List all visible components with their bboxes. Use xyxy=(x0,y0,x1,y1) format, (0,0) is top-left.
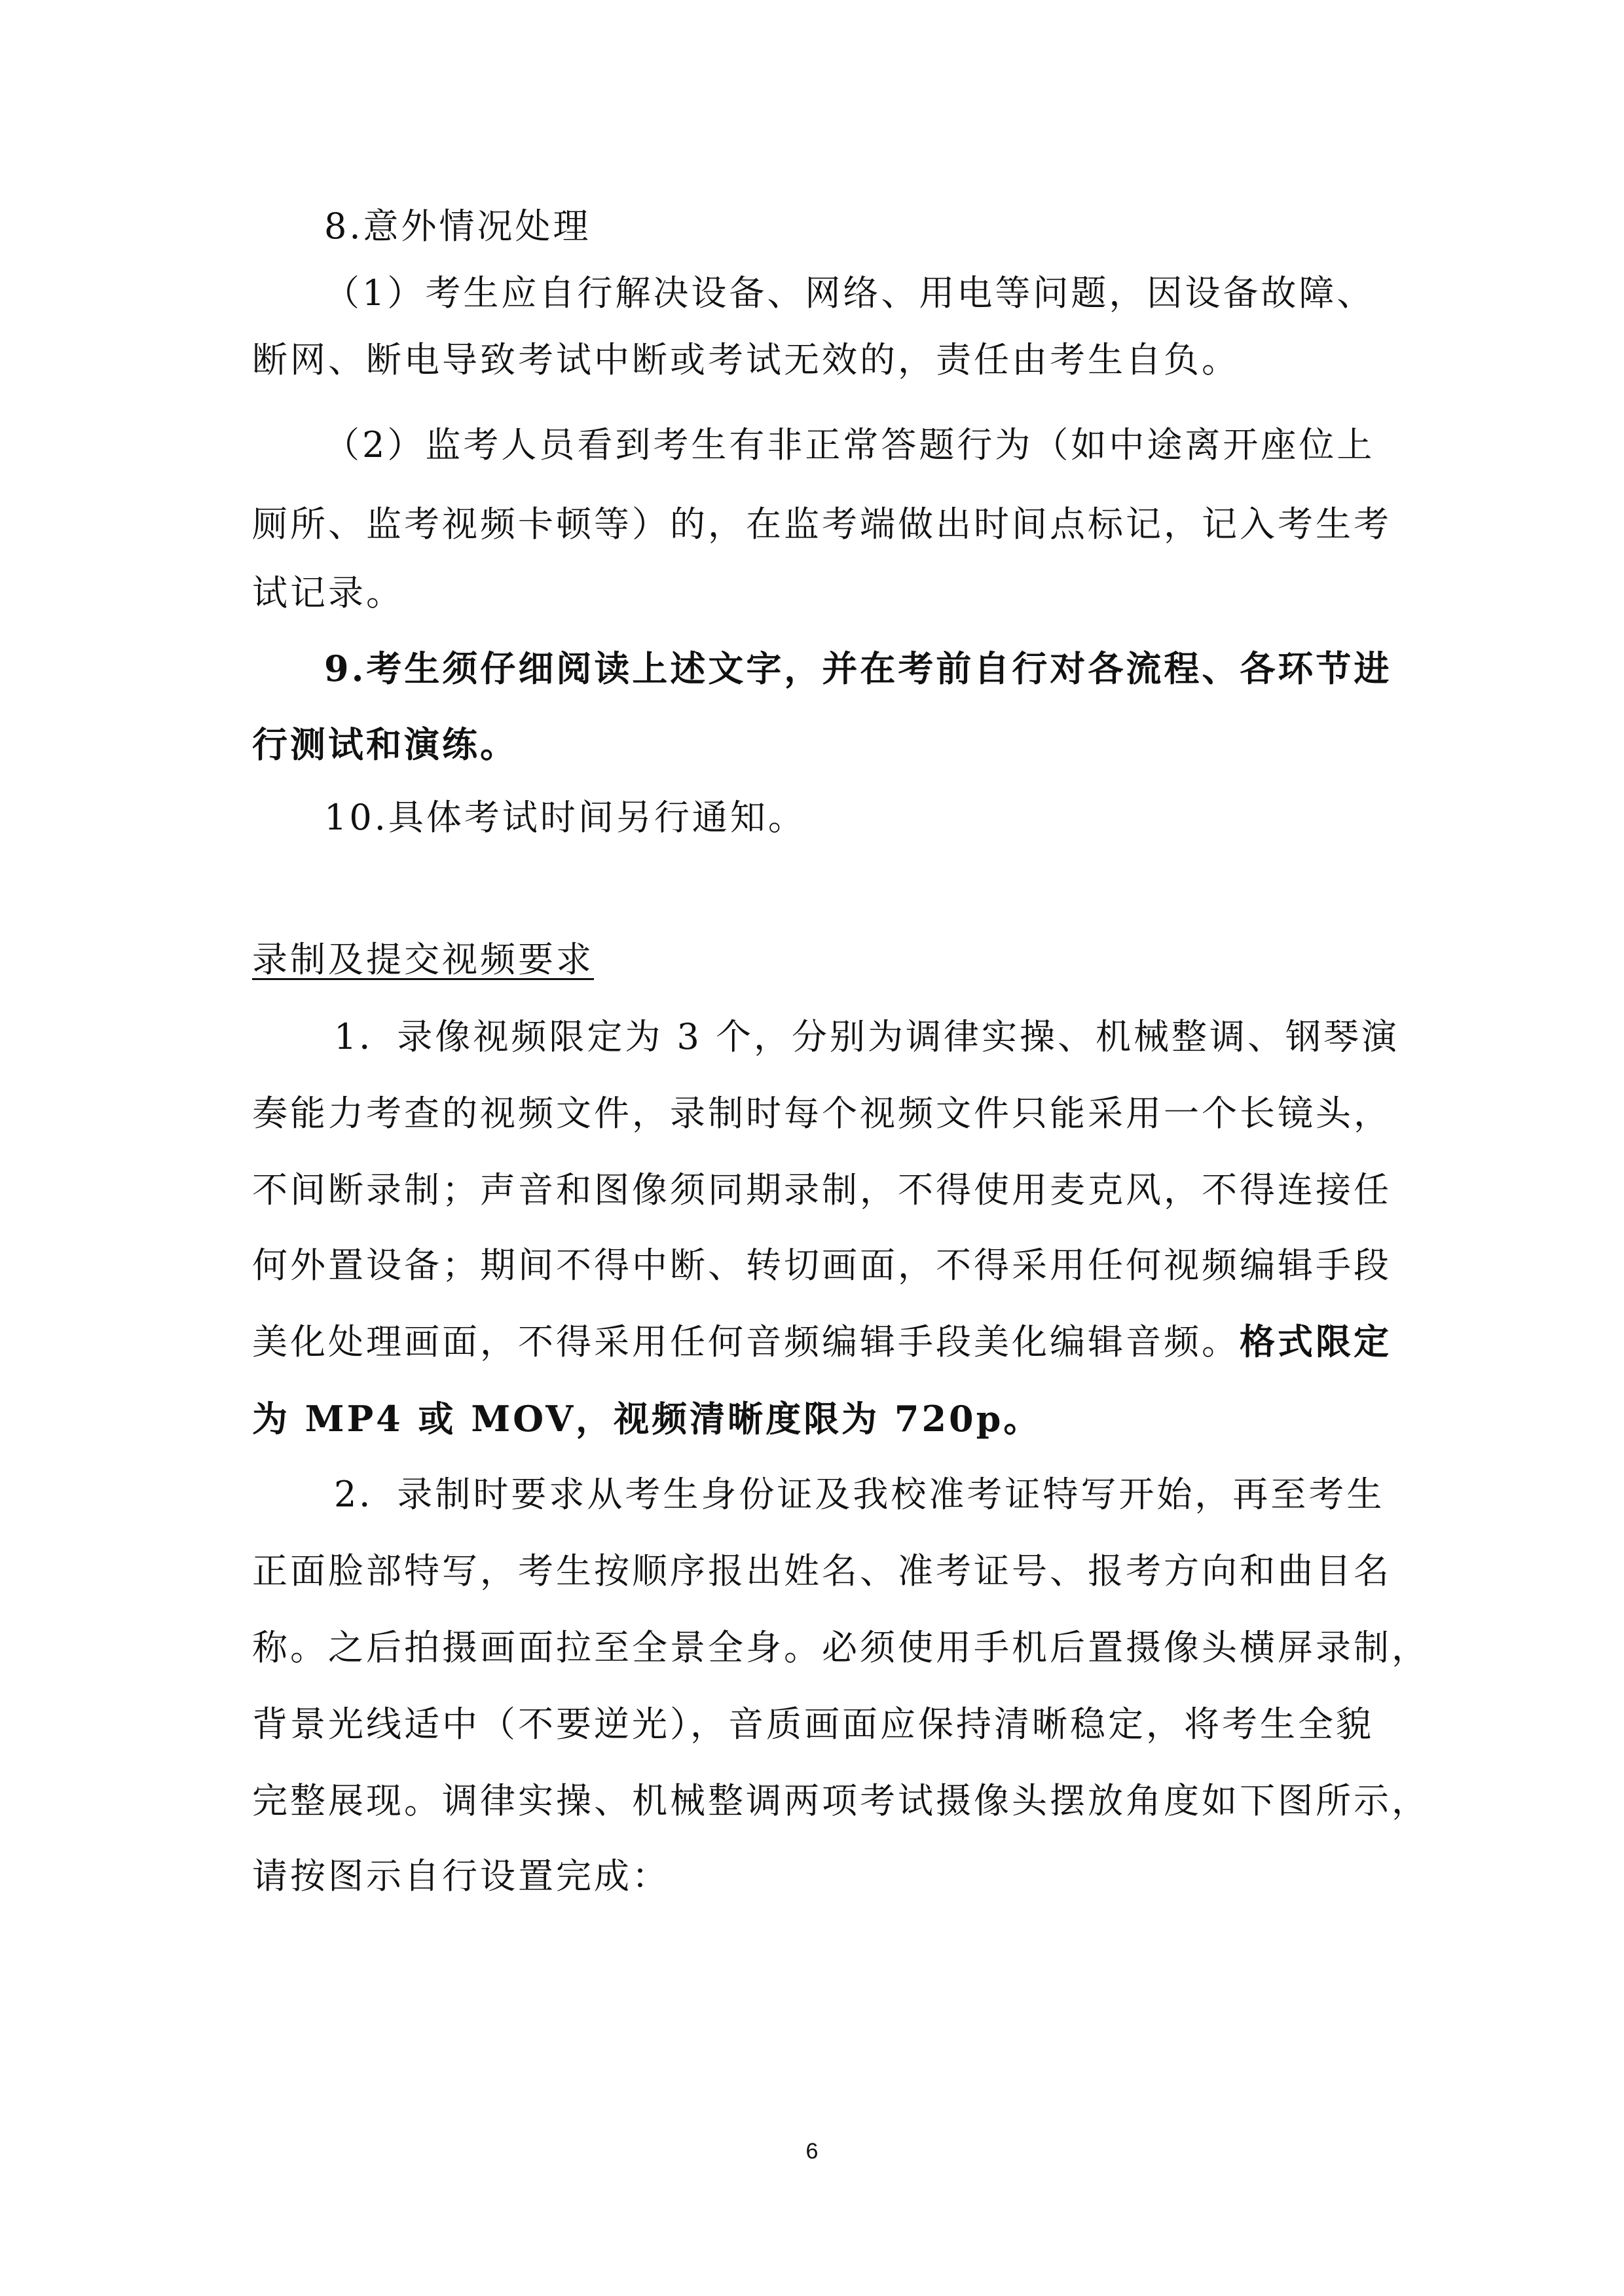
requirement-1-format-text-start: 格式限定 xyxy=(1240,1321,1392,1362)
requirement-2-line-2: 正面脸部特写，考生按顺序报出姓名、准考证号、报考方向和曲目名 xyxy=(252,1550,1392,1592)
video-requirements-heading: 录制及提交视频要求 xyxy=(252,939,594,980)
section-8-item-1-line-1: （1）考生应自行解决设备、网络、用电等问题，因设备故障、 xyxy=(324,272,1375,314)
requirement-1-line-5-text: 美化处理画面，不得采用任何音频编辑手段美化编辑音频。 xyxy=(252,1321,1240,1362)
section-8-item-2-line-3: 试记录。 xyxy=(252,572,404,613)
item-9-line-2: 行测试和演练。 xyxy=(252,723,518,765)
section-8-item-2-line-1: （2）监考人员看到考生有非正常答题行为（如中途离开座位上 xyxy=(324,424,1375,465)
page-number: 6 xyxy=(805,2139,819,2164)
requirement-1-line-1: 1．录像视频限定为 3 个，分别为调律实操、机械整调、钢琴演 xyxy=(334,1016,1400,1057)
requirement-1-line-4: 何外置设备；期间不得中断、转切画面，不得采用任何视频编辑手段 xyxy=(252,1245,1392,1286)
requirement-2-line-6: 请按图示自行设置完成： xyxy=(252,1855,670,1897)
section-8-item-1-line-2: 断网、断电导致考试中断或考试无效的，责任由考生自负。 xyxy=(252,339,1240,380)
item-10: 10.具体考试时间另行通知。 xyxy=(324,797,806,838)
section-8-heading: 8.意外情况处理 xyxy=(324,206,591,247)
requirement-2-line-3: 称。之后拍摄画面拉至全景全身。必须使用手机后置摄像头横屏录制， xyxy=(252,1627,1430,1668)
requirement-1-format-text-end: 为 MP4 或 MOV，视频清晰度限为 720p。 xyxy=(252,1398,1042,1440)
requirement-1-line-3: 不间断录制；声音和图像须同期录制，不得使用麦克风，不得连接任 xyxy=(252,1169,1392,1211)
requirement-2-line-4: 背景光线适中（不要逆光），音质画面应保持清晰稳定，将考生全貌 xyxy=(252,1704,1374,1745)
item-9-line-1: 9.考生须仔细阅读上述文字，并在考前自行对各流程、各环节进 xyxy=(324,647,1392,689)
requirement-1-line-5 xyxy=(252,1318,1392,1365)
requirement-1-line-2: 奏能力考查的视频文件，录制时每个视频文件只能采用一个长镜头， xyxy=(252,1093,1392,1134)
requirement-2-line-1: 2．录制时要求从考生身份证及我校准考证特写开始，再至考生 xyxy=(334,1474,1385,1515)
requirement-2-line-5: 完整展现。调律实操、机械整调两项考试摄像头摆放角度如下图所示， xyxy=(252,1780,1430,1821)
section-8-item-2-line-2: 厕所、监考视频卡顿等）的，在监考端做出时间点标记，记入考生考 xyxy=(252,503,1392,545)
